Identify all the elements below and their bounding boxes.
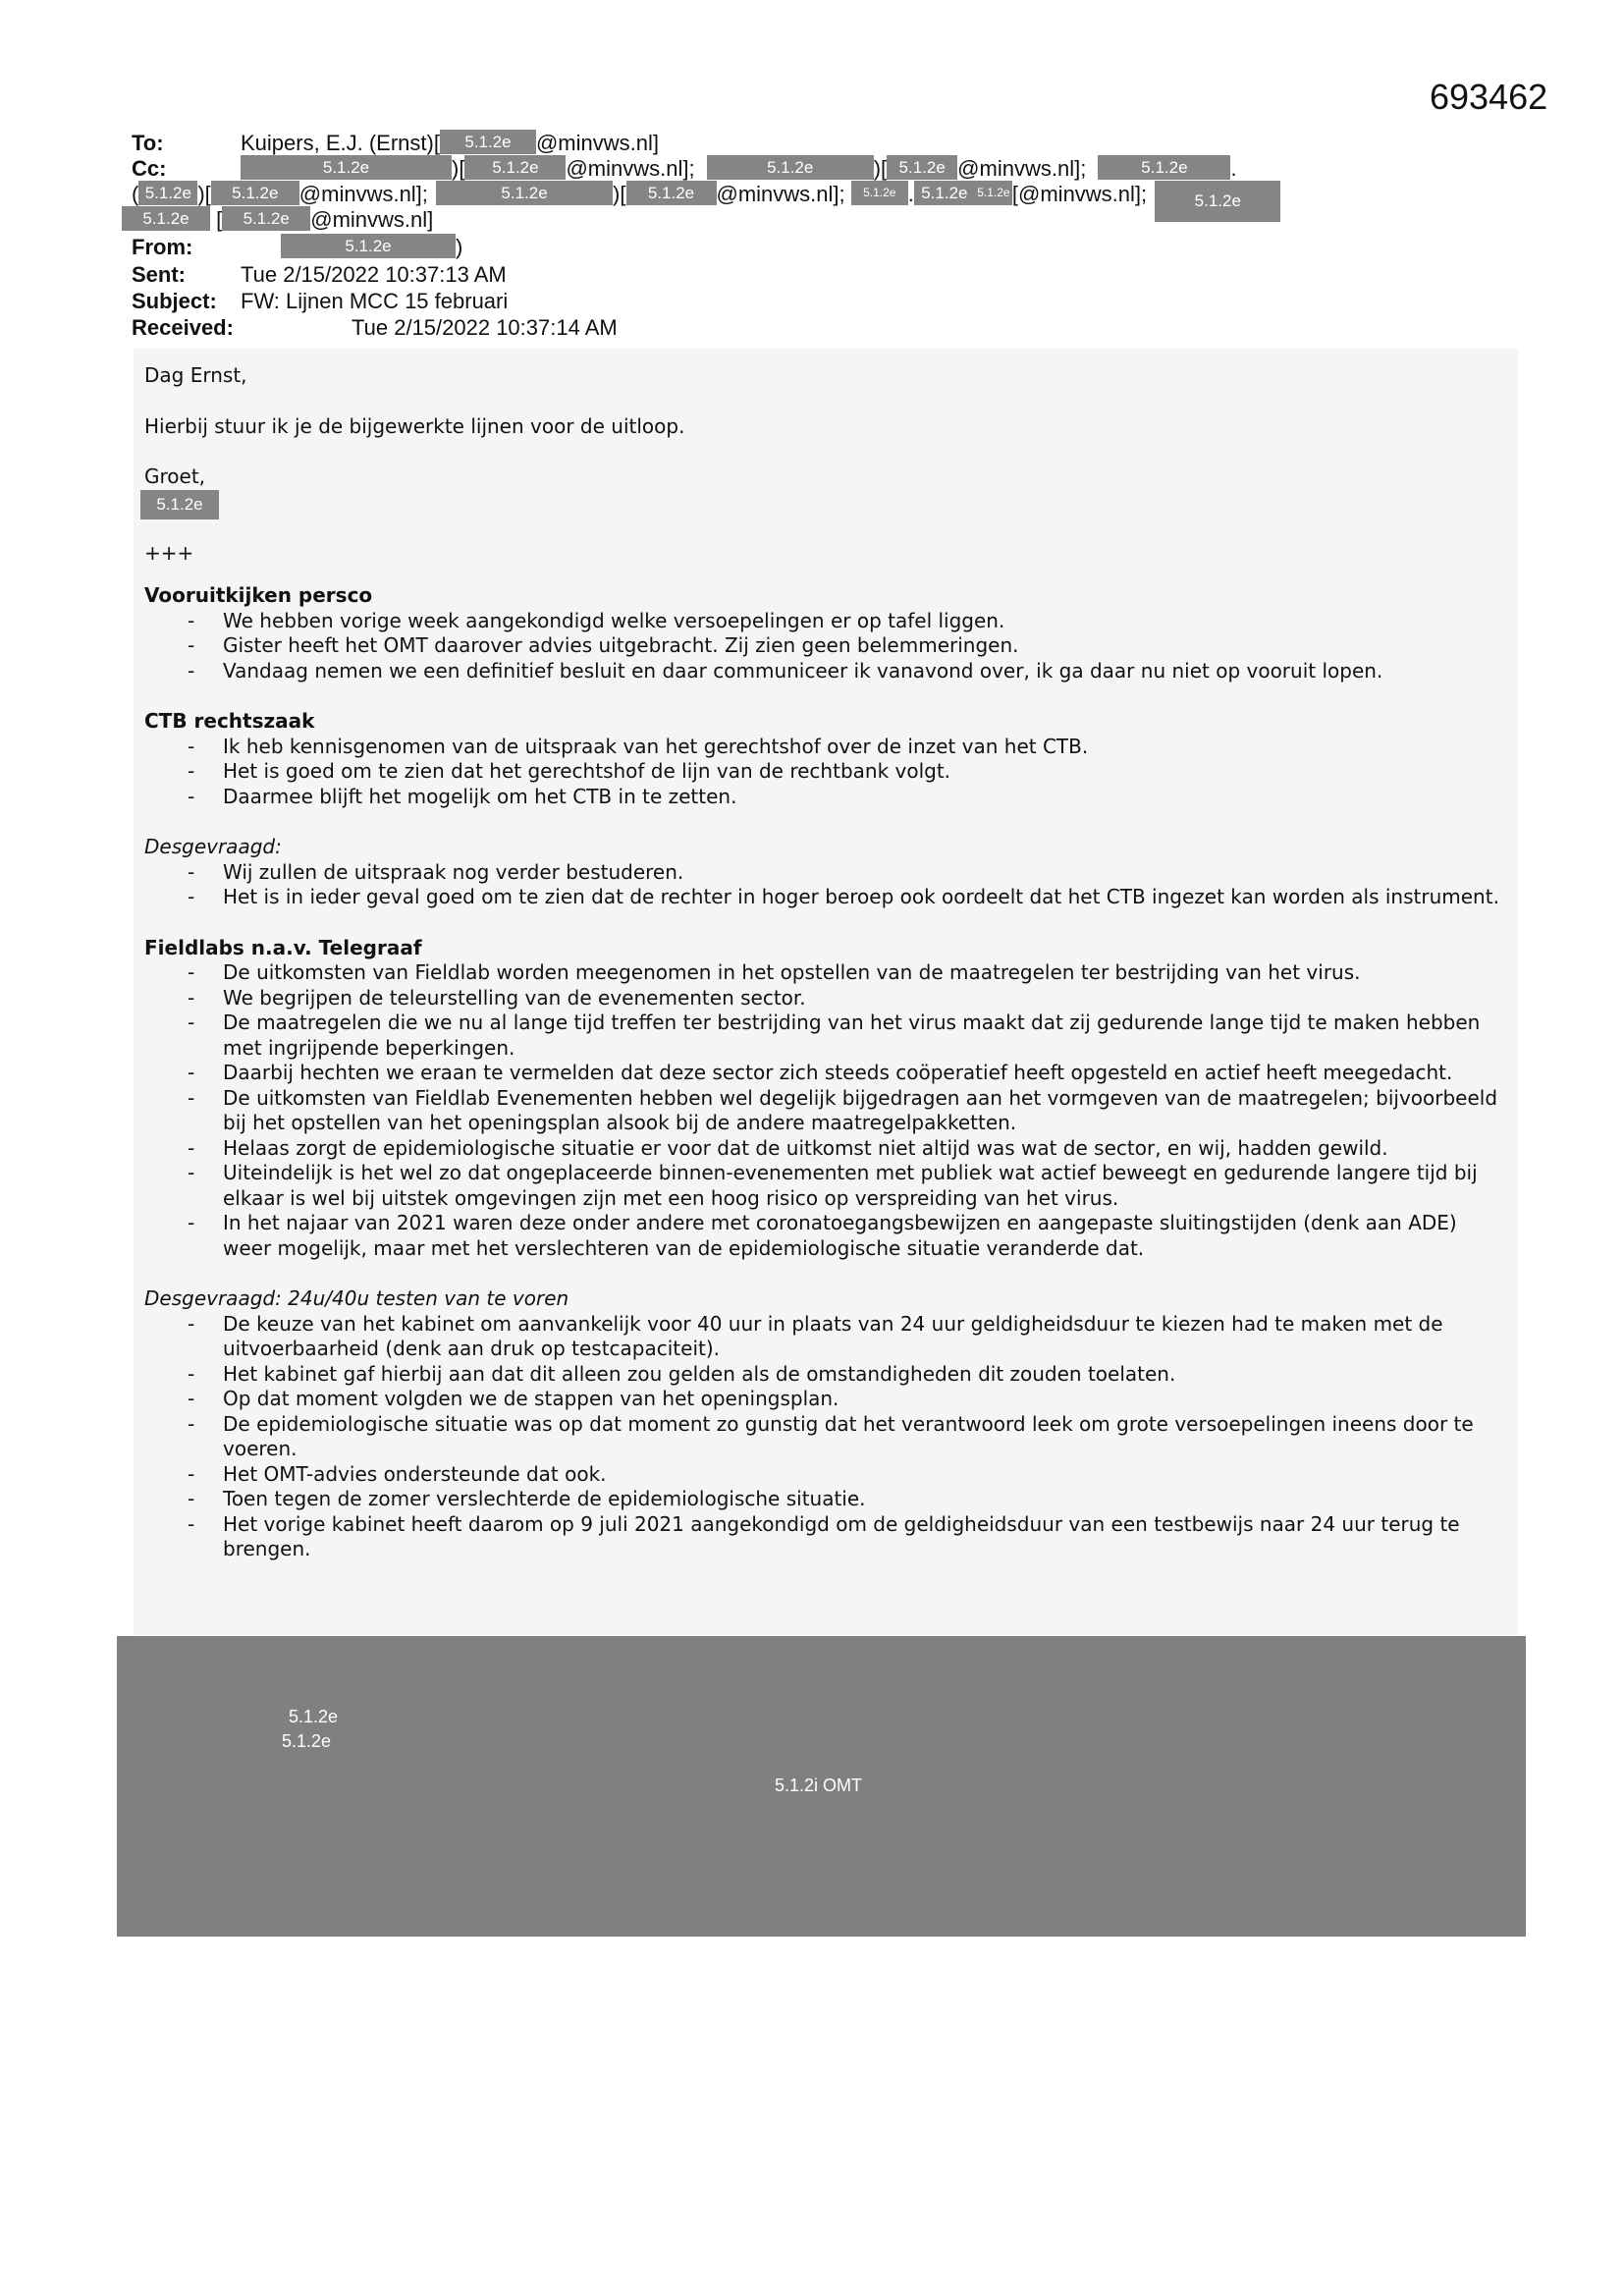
cc-line-3: 5.1.2e [ 5.1.2e @minvws.nl] bbox=[122, 206, 433, 233]
cc-line-1: 5.1.2e )[ 5.1.2e @minvws.nl]; 5.1.2e )[ 5.1.2e @minvws.nl]; 5.1.2e . bbox=[241, 155, 1237, 182]
list-item: - De uitkomsten van Fieldlab worden meegenomen in het opstellen van de maatregelen ter bestrijding van het virus. bbox=[144, 960, 1509, 986]
received-value: Tue 2/15/2022 10:37:14 AM bbox=[352, 315, 618, 340]
signature bbox=[140, 490, 1509, 519]
redaction-box: 5.1.2e bbox=[281, 234, 456, 258]
list-item: - Ik heb kennisgenomen van de uitspraak van het gerechtshof over de inzet van het CTB. bbox=[144, 735, 1509, 760]
section-title: Desgevraagd: 24u/40u testen van te voren bbox=[144, 1286, 569, 1310]
list-item: - Toen tegen de zomer verslechterde de epidemiologische situatie. bbox=[144, 1487, 1509, 1512]
redaction-code: 5.1.2e bbox=[282, 1731, 332, 1751]
redaction-box: 5.1.2e bbox=[140, 490, 219, 519]
cc-domain: @minvws.nl]; bbox=[716, 182, 845, 206]
section-title: CTB rechtszaak bbox=[144, 709, 315, 733]
redaction-box: 5.1.2e bbox=[464, 155, 566, 180]
list-item: - Vandaag nemen we een definitief besluit en daar communiceer ik vanavond over, ik ga daar nu niet op vooruit lopen. bbox=[144, 659, 1509, 684]
from-label: From: bbox=[132, 235, 193, 259]
greeting: Dag Ernst, bbox=[144, 363, 247, 387]
list-item: - Het is in ieder geval goed om te zien dat de rechter in hoger beroep ook oordeelt dat het CTB ingezet kan worden als instrument. bbox=[144, 885, 1509, 910]
list-item: - Uiteindelijk is het wel zo dat ongeplaceerde binnen-evenementen met publiek wat actief beweegt en gedurende langere tijd bij elkaar is wel bij uitstek omgevingen zijn met een hoog risico op verspreiding van het virus. bbox=[144, 1161, 1509, 1211]
list-item: - De keuze van het kabinet om aanvankelijk voor 40 uur in plaats van 24 uur geldigheidsduur te kiezen had te maken met de uitvoerbaarheid (denk aan druk op testcapaciteit). bbox=[144, 1312, 1509, 1362]
list-item: - Wij zullen de uitspraak nog verder bestuderen. bbox=[144, 860, 1509, 886]
redaction-box: 5.1.2e bbox=[975, 181, 1012, 205]
bullet-list bbox=[144, 1312, 1509, 1562]
cc-domain: @minvws.nl]; bbox=[957, 156, 1087, 181]
received-label: Received: bbox=[132, 315, 234, 340]
redaction-box: 5.1.2e bbox=[1098, 155, 1230, 180]
to-value bbox=[241, 130, 659, 156]
list-item: - De maatregelen die we nu al lange tijd treffen ter bestrijding van het virus maakt dat zij gedurende lange tijd te maken hebben met ingrijpende beperkingen. bbox=[144, 1011, 1509, 1061]
list-item: - Helaas zorgt de epidemiologische situatie er voor dat de uitkomst niet altijd was wat de sector, en wij, hadden gewild. bbox=[144, 1136, 1509, 1162]
list-item: - We hebben vorige week aangekondigd welke versoepelingen er op tafel liggen. bbox=[144, 609, 1509, 634]
intro-text: Hierbij stuur ik je de bijgewerkte lijnen voor de uitloop. bbox=[144, 413, 685, 438]
list-item: - De epidemiologische situatie was op dat moment zo gunstig dat het verantwoord leek om grote versoepelingen ineens door te voeren. bbox=[144, 1412, 1509, 1462]
cc-domain: @minvws.nl] bbox=[310, 207, 434, 232]
list-item: - De uitkomsten van Fieldlab Evenementen hebben wel degelijk bijgedragen aan het vormgeven van de maatregelen; bijvoorbeeld bij het opstellen van het openingsplan alsook bij de andere maatregelpakketten. bbox=[144, 1086, 1509, 1136]
redaction-box: 5.1.2e bbox=[851, 181, 908, 205]
bullet-list bbox=[144, 609, 1509, 684]
redaction-box: 5.1.2e bbox=[440, 130, 536, 154]
bullet-list bbox=[144, 960, 1509, 1261]
list-item: - In het najaar van 2021 waren deze onder andere met coronatoegangsbewijzen en aangepaste sluitingstijden (denk aan ADE) weer mogelijk, maar met het verslechteren van de epidemiologische situatie veranderde dat. bbox=[144, 1211, 1509, 1261]
sent-label: Sent: bbox=[132, 262, 186, 287]
list-item: - Het is goed om te zien dat het gerechtshof de lijn van de rechtbank volgt. bbox=[144, 759, 1509, 785]
list-item: - We begrijpen de teleurstelling van de evenementen sector. bbox=[144, 986, 1509, 1011]
cc-label: Cc: bbox=[132, 156, 167, 181]
list-item: - Daarmee blijft het mogelijk om het CTB in te zetten. bbox=[144, 785, 1509, 810]
separator: +++ bbox=[144, 540, 194, 565]
cc-domain: @minvws.nl]; bbox=[1018, 182, 1148, 206]
from-value: 5.1.2e ) bbox=[281, 234, 462, 260]
section-title: Fieldlabs n.a.v. Telegraaf bbox=[144, 935, 422, 959]
to-label: To: bbox=[132, 131, 164, 155]
redaction-box: 5.1.2e bbox=[122, 206, 210, 231]
cc-line-2: ( 5.1.2e )[ 5.1.2e @minvws.nl]; 5.1.2e )[ 5.1.2e @minvws.nl]; 5.1.2e . 5.1.2e 5.1.2e [@minvws.nl]; 5.1.2e bbox=[132, 181, 1280, 222]
redaction-box: 5.1.2e bbox=[1155, 181, 1280, 222]
cc-domain: @minvws.nl]; bbox=[298, 182, 428, 206]
to-domain: @minvws.nl] bbox=[535, 131, 659, 155]
section-title: Desgevraagd: bbox=[144, 835, 282, 858]
bullet-list bbox=[144, 860, 1509, 910]
redacted-block bbox=[117, 1636, 1526, 1937]
list-item: - Daarbij hechten we eraan te vermelden dat deze sector zich steeds coöperatief heeft opgesteld en actief heeft meegedacht. bbox=[144, 1061, 1509, 1086]
sent-value: Tue 2/15/2022 10:37:13 AM bbox=[241, 262, 507, 287]
redaction-box: 5.1.2e bbox=[222, 206, 310, 231]
section-title: Vooruitkijken persco bbox=[144, 583, 373, 607]
document-number: 693462 bbox=[1430, 77, 1548, 117]
message-body bbox=[144, 363, 1509, 1562]
redaction-box: 5.1.2e bbox=[914, 181, 975, 205]
redaction-box: 5.1.2e bbox=[626, 181, 717, 205]
subject-label: Subject: bbox=[132, 289, 217, 313]
redaction-box: 5.1.2e bbox=[211, 181, 299, 205]
redaction-box: 5.1.2e bbox=[887, 155, 957, 180]
redaction-box: 5.1.2e bbox=[436, 181, 613, 205]
cc-domain: @minvws.nl]; bbox=[566, 156, 695, 181]
list-item: - Het OMT-advies ondersteunde dat ook. bbox=[144, 1462, 1509, 1488]
list-item: - Op dat moment volgden we de stappen van het openingsplan. bbox=[144, 1387, 1509, 1412]
list-item: - Het vorige kabinet heeft daarom op 9 juli 2021 aangekondigd om de geldigheidsduur van een testbewijs naar 24 uur terug te brengen. bbox=[144, 1512, 1509, 1562]
list-item: - Het kabinet gaf hierbij aan dat dit alleen zou gelden als de omstandigheden dit zouden toelaten. bbox=[144, 1362, 1509, 1388]
redaction-box: 5.1.2e bbox=[241, 155, 452, 180]
redaction-code-omt: 5.1.2i OMT bbox=[775, 1776, 863, 1795]
redaction-code: 5.1.2e bbox=[289, 1707, 339, 1726]
subject-value: FW: Lijnen MCC 15 februari bbox=[241, 289, 509, 313]
redaction-box: 5.1.2e bbox=[138, 181, 197, 205]
to-name: Kuipers, E.J. (Ernst)[ bbox=[241, 131, 440, 155]
list-item: - Gister heeft het OMT daarover advies uitgebracht. Zij zien geen belemmeringen. bbox=[144, 633, 1509, 659]
closing: Groet, bbox=[144, 465, 206, 488]
redaction-box: 5.1.2e bbox=[707, 155, 874, 180]
bullet-list bbox=[144, 735, 1509, 810]
